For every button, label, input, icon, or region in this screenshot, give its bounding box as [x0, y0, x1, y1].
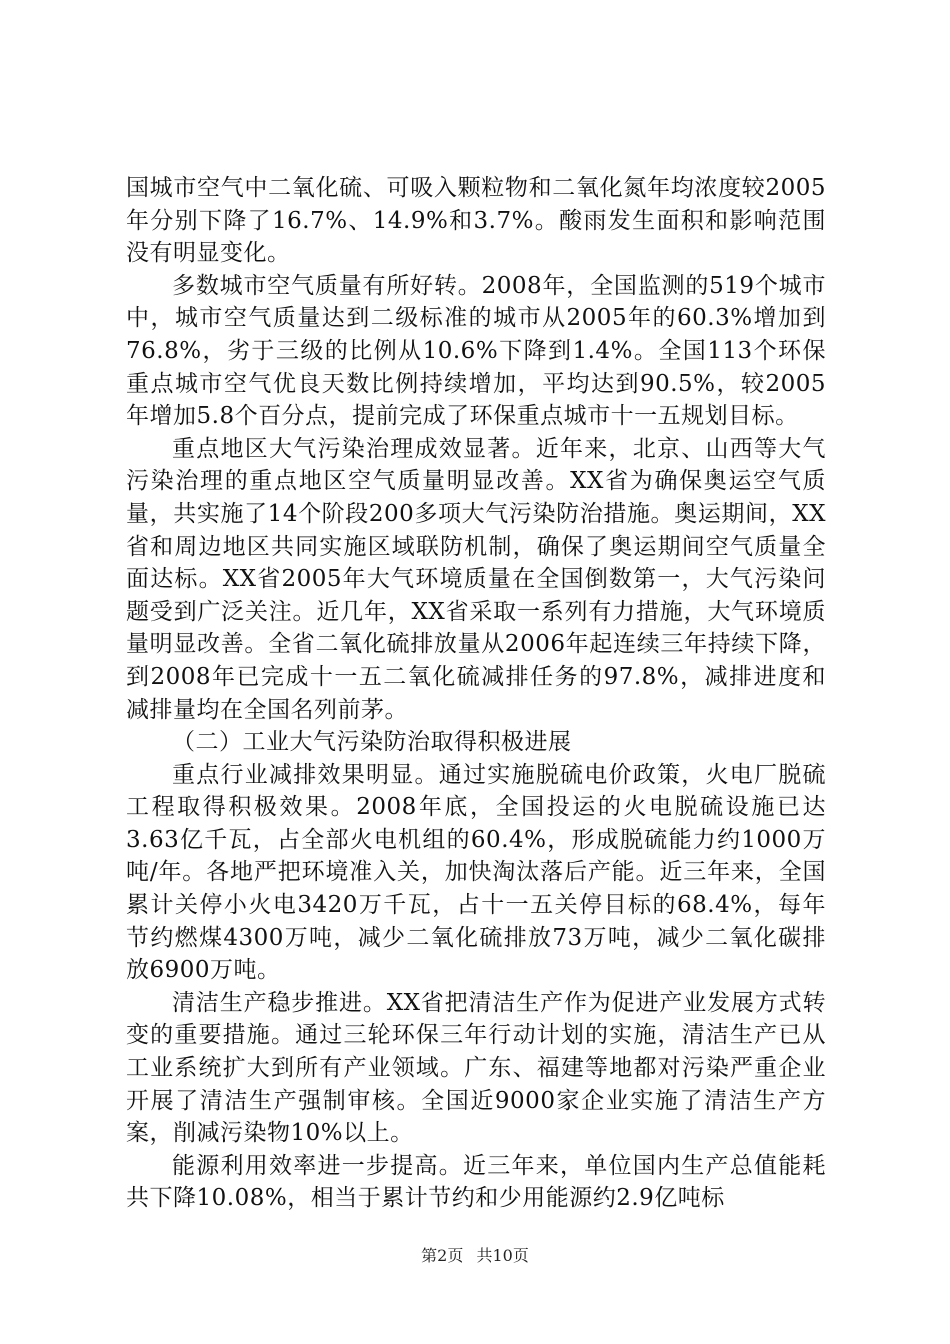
page-footer [0, 1243, 950, 1266]
paragraph-industry-reduction: 重点行业减排效果明显。通过实施脱硫电价政策，火电厂脱硫工程取得积极效果。2008年底，全国投运的火电脱硫设施已达3.63亿千瓦，占全部火电机组的60.4%，形成脱硫能力约1000万吨/年。各地严把环境准入关，加快淘汰落后产能。近三年来，全国累计关停小火电3420万千瓦，占十一五关停目标的68.4%，每年节约燃煤4300万吨，减少二氧化硫排放73万吨，减少二氧化碳排放6900万吨。 [126, 761, 826, 984]
page-number: 第2页 [421, 1246, 464, 1265]
paragraph-city-air-quality: 多数城市空气质量有所好转。2008年，全国监测的519个城市中，城市空气质量达到二级标准的城市从2005年的60.3%增加到76.8%，劣于三级的比例从10.6%下降到1.4%。全国113个环保重点城市空气优良天数比例持续增加，平均达到90.5%，较2005年增加5.8个百分点，提前完成了环保重点城市十一五规划目标。 [126, 272, 826, 430]
page-total: 共10页 [476, 1246, 529, 1265]
section-heading: （二）工业大气污染防治取得积极进展 [172, 729, 572, 756]
paragraph-clean-production: 清洁生产稳步推进。XX省把清洁生产作为促进产业发展方式转变的重要措施。通过三轮环保三年行动计划的实施，清洁生产已从工业系统扩大到所有产业领域。广东、福建等地都对污染严重企业开展了清洁生产强制审核。全国近9000家企业实施了清洁生产方案，削减污染物10%以上。 [126, 989, 826, 1147]
paragraph-key-regions: 重点地区大气污染治理成效显著。近年来，北京、山西等大气污染治理的重点地区空气质量明显改善。XX省为确保奥运空气质量，共实施了14个阶段200多项大气污染防治措施。奥运期间，XX省和周边地区共同实施区域联防机制，确保了奥运期间空气质量全面达标。XX省2005年大气环境质量在全国倒数第一，大气污染问题受到广泛关注。近几年，XX省采取一系列有力措施，大气环境质量明显改善。全省二氧化硫排放量从2006年起连续三年持续下降，到2008年已完成十一五二氧化硫减排任务的97.8%，减排进度和减排量均在全国名列前茅。 [126, 435, 826, 723]
document-body [126, 172, 826, 1215]
paragraph-continued: 国城市空气中二氧化硫、可吸入颗粒物和二氧化氮年均浓度较2005年分别下降了16.7%、14.9%和3.7%。酸雨发生面积和影响范围没有明显变化。 [126, 175, 826, 267]
paragraph-energy-efficiency: 能源利用效率进一步提高。近三年来，单位国内生产总值能耗共下降10.08%，相当于累计节约和少用能源约2.9亿吨标 [126, 1152, 826, 1212]
